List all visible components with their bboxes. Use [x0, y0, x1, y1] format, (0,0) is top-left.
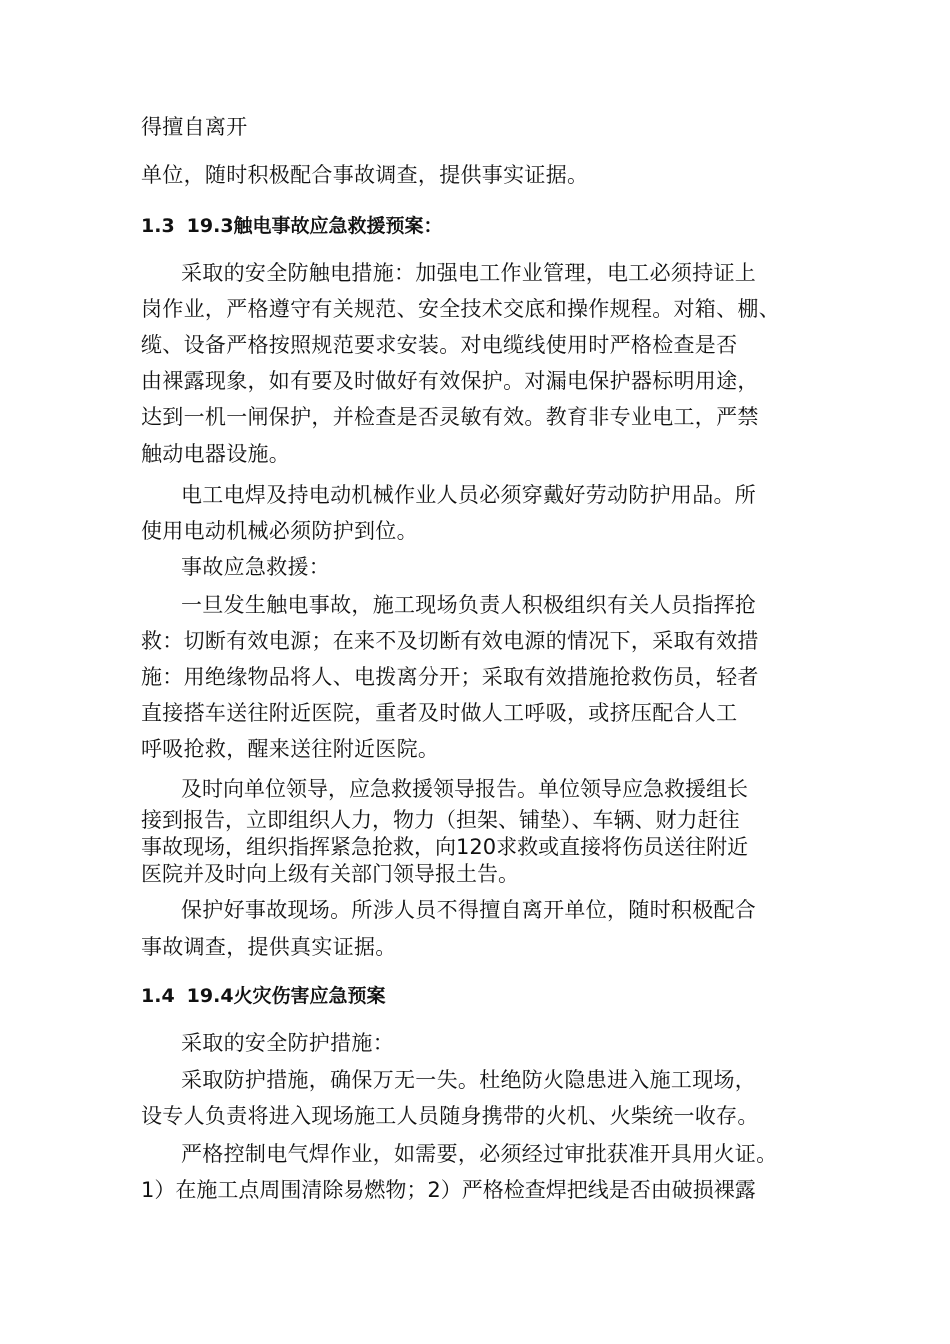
section-title: 19.4火灾伤害应急预案	[186, 985, 386, 1007]
text-line: 得擅自离开	[141, 115, 248, 139]
paragraph-line: 事故调查，提供真实证据。	[141, 935, 397, 959]
paragraph-line: 采取防护措施，确保万无一失。杜绝防火隐患进入施工现场，	[181, 1068, 757, 1092]
paragraph-line: 接到报告，立即组织人力，物力（担架、铺垫）、车辆、财力赶往	[141, 808, 740, 832]
section-heading-1-4	[141, 982, 386, 1010]
paragraph-line: 直接搭车送往附近医院，重者及时做人工呼吸，或挤压配合人工	[141, 701, 738, 725]
paragraph-line: 岗作业，严格遵守有关规范、安全技术交底和操作规程。对箱、棚、	[141, 297, 780, 321]
paragraph-line: 事故应急救援：	[181, 555, 331, 579]
section-heading-1-3	[141, 212, 443, 240]
paragraph-line: 救：切断有效电源；在来不及切断有效电源的情况下，采取有效措	[141, 629, 759, 653]
paragraph-line: 达到一机一闸保护，并检查是否灵敏有效。教育非专业电工，严禁	[141, 405, 759, 429]
paragraph-line: 呼吸抢救，醒来送往附近医院。	[141, 737, 440, 761]
paragraph-line: 一旦发生触电事故，施工现场负责人积极组织有关人员指挥抢	[181, 593, 757, 617]
paragraph-line: 医院并及时向上级有关部门领导报土告。	[141, 862, 519, 886]
paragraph-line: 电工电焊及持电动机械作业人员必须穿戴好劳动防护用品。所	[181, 483, 757, 507]
paragraph-line: 使用电动机械必须防护到位。	[141, 519, 418, 543]
paragraph-line: 触动电器设施。	[141, 442, 291, 466]
paragraph-line: 保护好事故现场。所涉人员不得擅自离开单位，随时积极配合	[181, 898, 757, 922]
text-line: 单位，随时积极配合事故调查，提供事实证据。	[141, 163, 589, 187]
paragraph-line: 采取的安全防护措施：	[181, 1031, 394, 1055]
section-title: 19.3触电事故应急救援预案：	[186, 215, 443, 237]
paragraph-line: 设专人负责将进入现场施工人员随身携带的火机、火柴统一收存。	[141, 1104, 759, 1128]
paragraph-line: 由裸露现象，如有要及时做好有效保护。对漏电保护器标明用途，	[141, 369, 759, 393]
paragraph-line: 采取的安全防触电措施：加强电工作业管理，电工必须持证上	[181, 261, 757, 285]
paragraph-line: 事故现场，组织指挥紧急抢救，向120求救或直接将伤员送往附近	[141, 835, 749, 859]
paragraph-line: 及时向单位领导，应急救援领导报告。单位领导应急救援组长	[181, 777, 748, 801]
paragraph-line: 施：用绝缘物品将人、电拨离分开；采取有效措施抢救伤员，轻者	[141, 665, 759, 689]
paragraph-line: 1）在施工点周围清除易燃物；2）严格检查焊把线是否由破损裸露	[141, 1178, 756, 1202]
section-number: 1.4	[141, 985, 175, 1007]
paragraph-line: 缆、设备严格按照规范要求安装。对电缆线使用时严格检查是否	[141, 333, 738, 357]
paragraph-line: 严格控制电气焊作业，如需要，必须经过审批获准开具用火证。	[181, 1142, 778, 1166]
section-number: 1.3	[141, 215, 175, 237]
